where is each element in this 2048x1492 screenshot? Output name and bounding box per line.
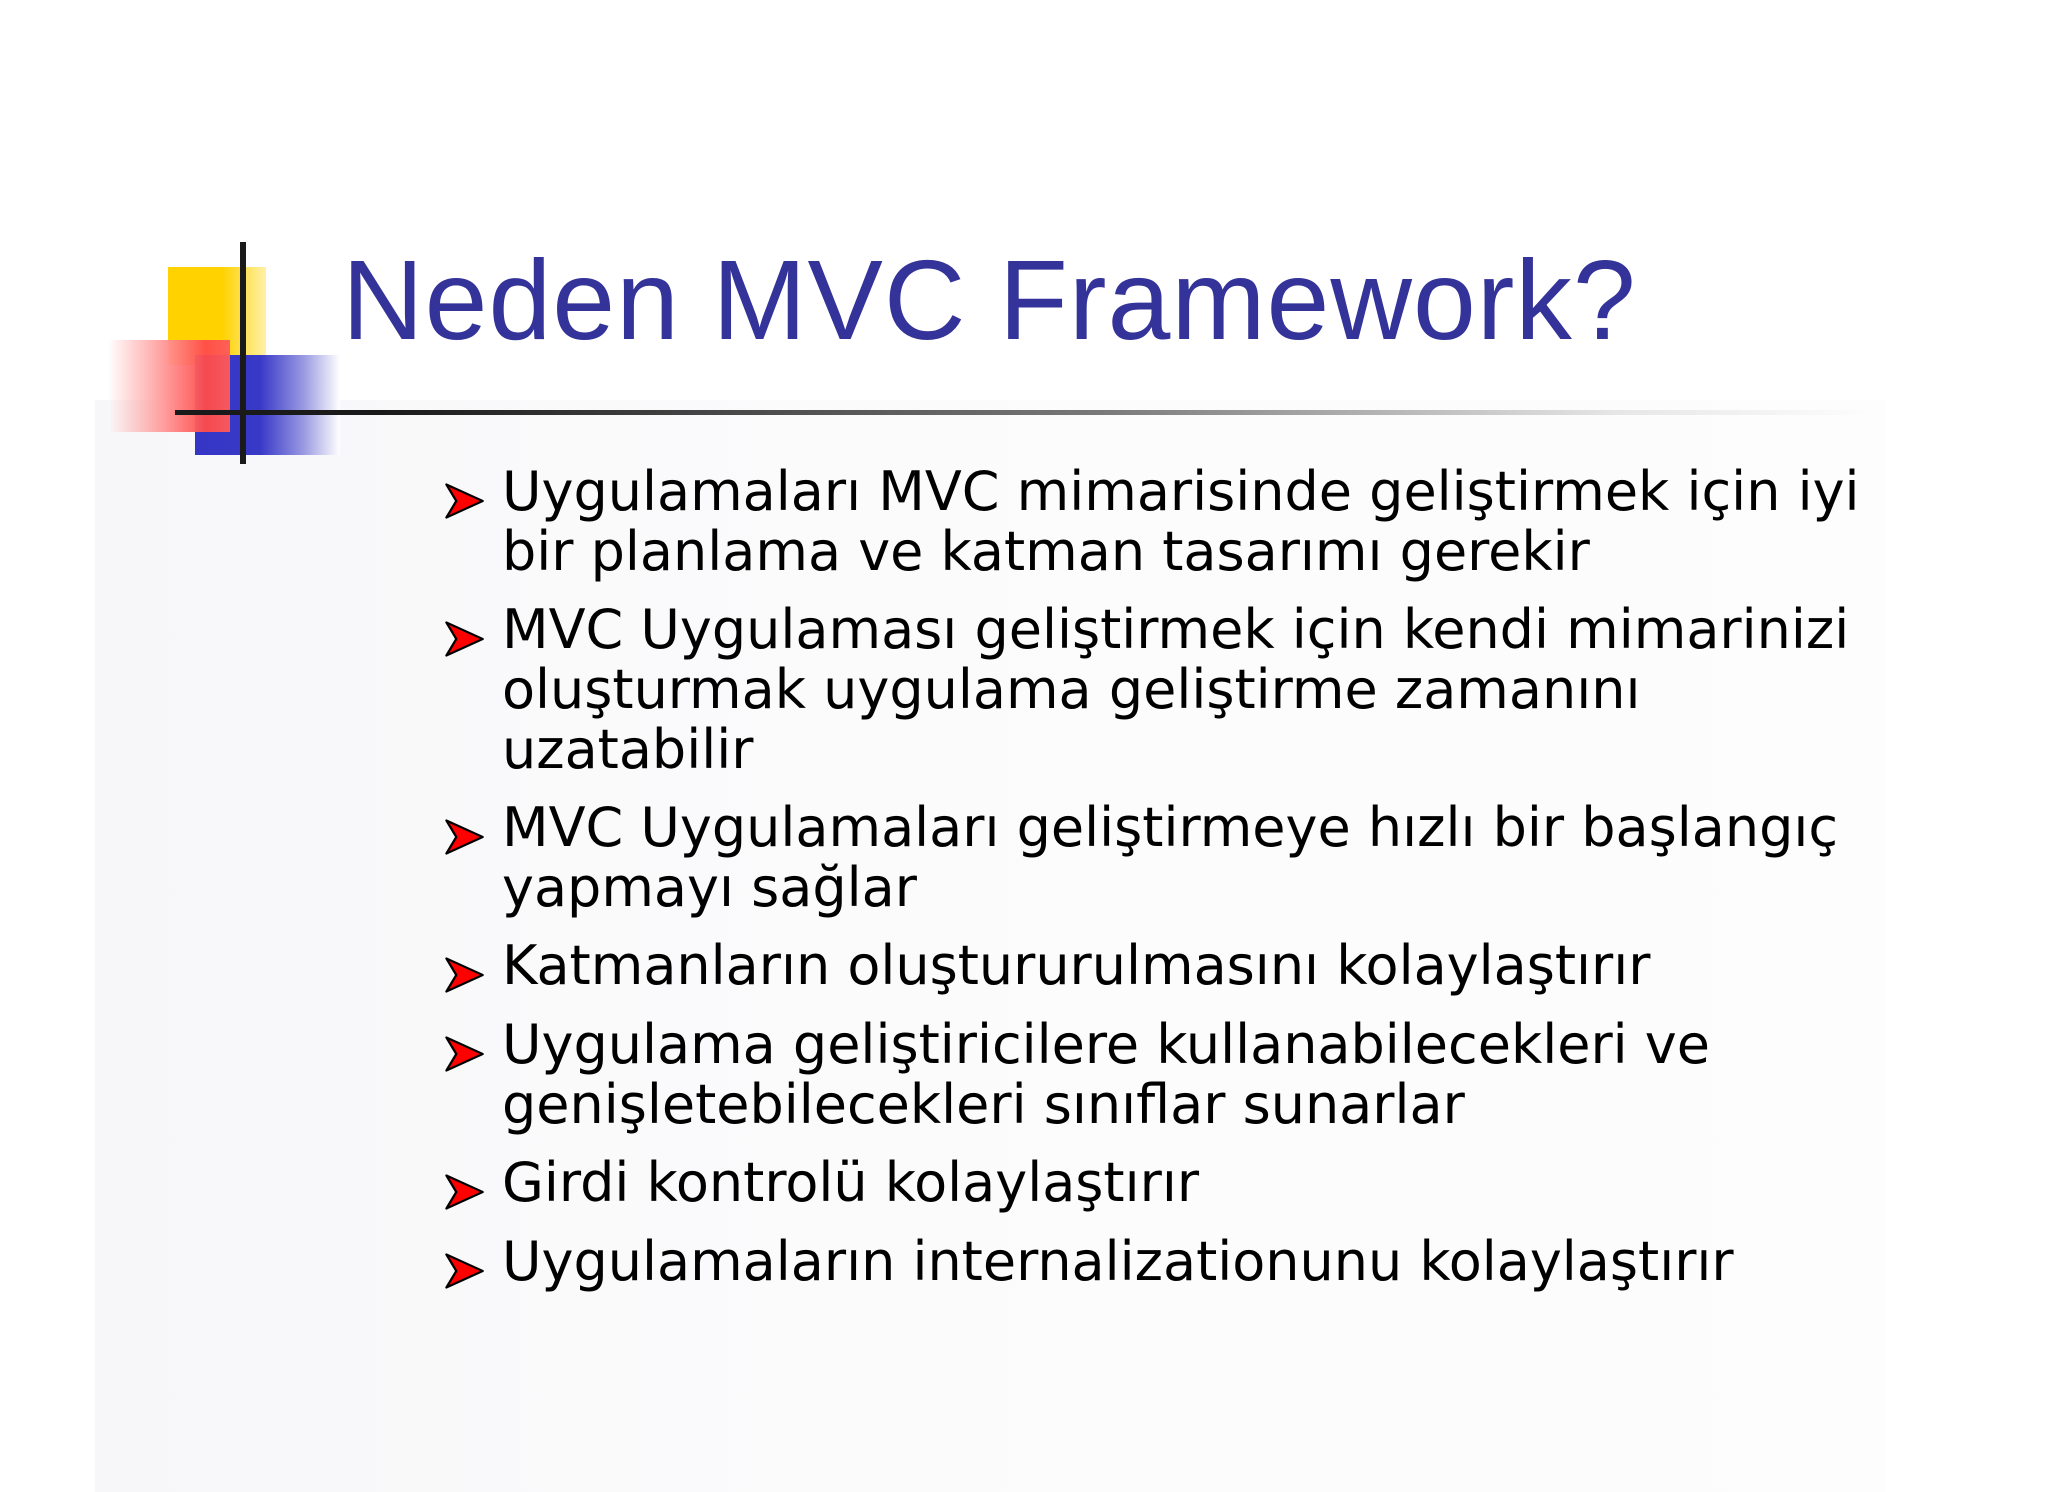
title-underline xyxy=(175,410,1870,415)
bullet-item xyxy=(442,1015,1902,1135)
arrow-bullet-icon xyxy=(442,1170,486,1214)
bullet-item xyxy=(442,1153,1902,1214)
bullet-text: MVC Uygulamaları geliştirmeye hızlı bir başlangıç yapmayı sağlar xyxy=(502,796,1839,919)
bullet-text: Katmanların oluştururulmasını kolaylaştırır xyxy=(502,934,1651,997)
bullet-item xyxy=(442,798,1902,918)
bullet-text: MVC Uygulaması geliştirmek için kendi mimarinizi oluşturmak uygulama geliştirme zamanını uzatabilir xyxy=(502,598,1850,781)
arrow-bullet-icon xyxy=(442,815,486,859)
bullet-item xyxy=(442,462,1902,582)
decor-red-square xyxy=(108,340,230,432)
bullet-text: Uygulama geliştiricilere kullanabilecekleri ve genişletebilecekleri sınıflar sunarlar xyxy=(502,1013,1710,1136)
arrow-bullet-icon xyxy=(442,953,486,997)
arrow-bullet-icon xyxy=(442,479,486,523)
bullet-text: Girdi kontrolü kolaylaştırır xyxy=(502,1151,1200,1214)
bullet-item xyxy=(442,936,1902,997)
bullet-item xyxy=(442,600,1902,780)
decor-vertical-line xyxy=(240,242,246,464)
bullet-item xyxy=(442,1232,1902,1293)
arrow-bullet-icon xyxy=(442,1032,486,1076)
bullet-text: Uygulamaları MVC mimarisinde geliştirmek için iyi bir planlama ve katman tasarımı gerekir xyxy=(502,460,1860,583)
slide-title: Neden MVC Framework? xyxy=(342,237,1637,363)
bullet-list xyxy=(442,462,1902,1311)
bullet-text: Uygulamaların internalizationunu kolaylaştırır xyxy=(502,1230,1734,1293)
arrow-bullet-icon xyxy=(442,1249,486,1293)
arrow-bullet-icon xyxy=(442,617,486,661)
